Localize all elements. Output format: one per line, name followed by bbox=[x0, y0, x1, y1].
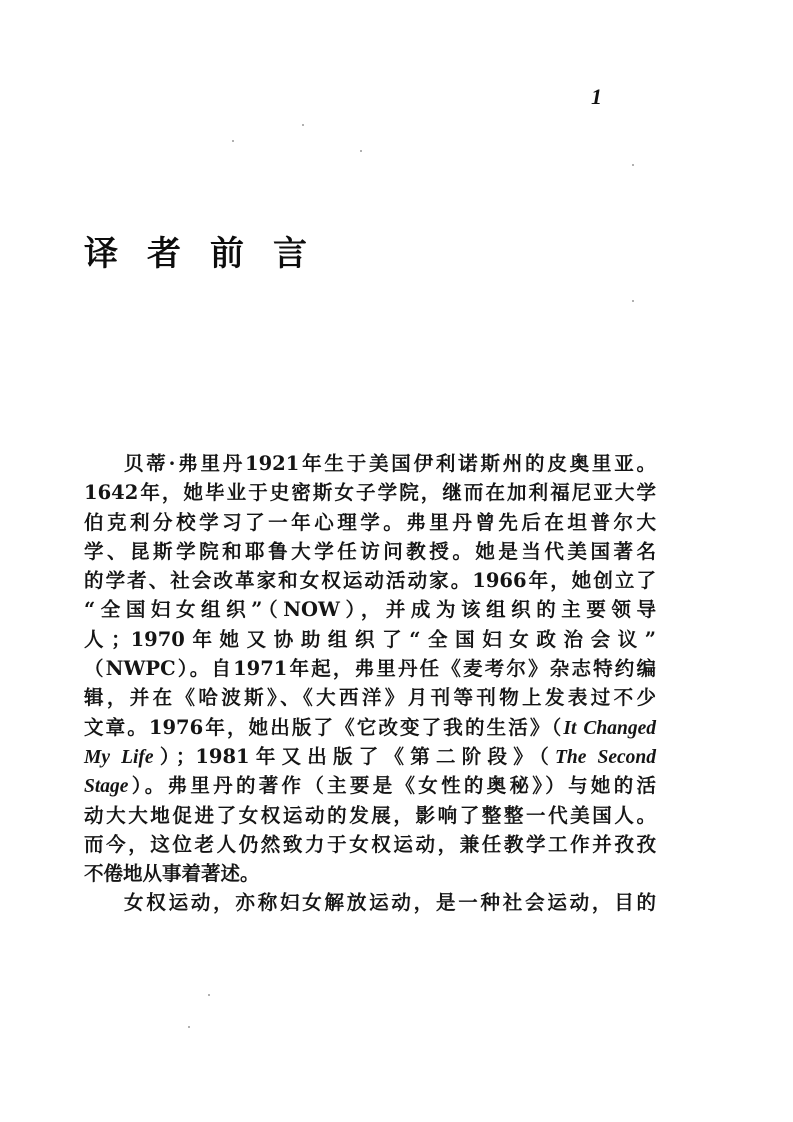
scan-speck bbox=[360, 150, 362, 152]
english-book-title: Stage bbox=[84, 776, 129, 798]
text-line: 伯克利分校学习了一年心理学。弗里丹曾先后在坦普尔大 bbox=[84, 510, 656, 534]
text-line: 贝蒂·弗里丹1921年生于美国伊利诺斯州的皮奥里亚。 bbox=[124, 452, 656, 475]
scan-speck bbox=[632, 300, 634, 302]
text-line bbox=[84, 713, 656, 742]
text-line: 不倦地从事着著述。 bbox=[84, 862, 260, 886]
text-line bbox=[84, 771, 656, 800]
text-line: 的学者、社会改革家和女权运动活动家。1966年，她创立了 bbox=[84, 569, 656, 593]
text-line: 1642年，她毕业于史密斯女子学院，继而在加利福尼亚大学 bbox=[84, 481, 656, 505]
body-text bbox=[84, 449, 656, 918]
text-segment: 文章。1976年，她出版了《它改变了我的生活》（ bbox=[84, 715, 564, 739]
page-number: 1 bbox=[591, 84, 602, 109]
text-line: 人；1970年她又协助组织了“全国妇女政治会议” bbox=[84, 627, 656, 651]
scan-speck bbox=[232, 140, 234, 142]
scan-speck bbox=[188, 1026, 190, 1028]
text-line: 动大大地促进了女权运动的发展，影响了整整一代美国人。 bbox=[84, 803, 656, 827]
text-line: （NWPC）。自1971年起，弗里丹任《麦考尔》杂志特约编 bbox=[84, 657, 656, 681]
text-line: 学、昆斯学院和耶鲁大学任访问教授。她是当代美国著名 bbox=[84, 539, 656, 563]
text-segment: ）。弗里丹的著作（主要是《女性的奥秘》）与她的活 bbox=[128, 774, 656, 798]
english-book-title: My Life bbox=[84, 746, 154, 768]
scan-speck bbox=[208, 994, 210, 996]
text-line: 辑，并在《哈波斯》、《大西洋》月刊等刊物上发表过不少 bbox=[84, 686, 656, 710]
chapter-title: 译者前言 bbox=[84, 234, 336, 274]
english-book-title: It Changed bbox=[563, 717, 656, 739]
text-line bbox=[84, 742, 656, 771]
text-segment: ）；1981年又出版了《第二阶段》（ bbox=[153, 744, 555, 768]
text-line: “全国妇女组织”（NOW），并成为该组织的主要领导 bbox=[84, 598, 656, 622]
english-book-title: The Second bbox=[554, 746, 656, 768]
scan-speck bbox=[632, 164, 634, 166]
text-line: 而今，这位老人仍然致力于女权运动，兼任教学工作并孜孜 bbox=[84, 832, 656, 856]
scan-speck bbox=[302, 124, 304, 126]
text-line: 女权运动，亦称妇女解放运动，是一种社会运动，目的 bbox=[124, 891, 656, 915]
